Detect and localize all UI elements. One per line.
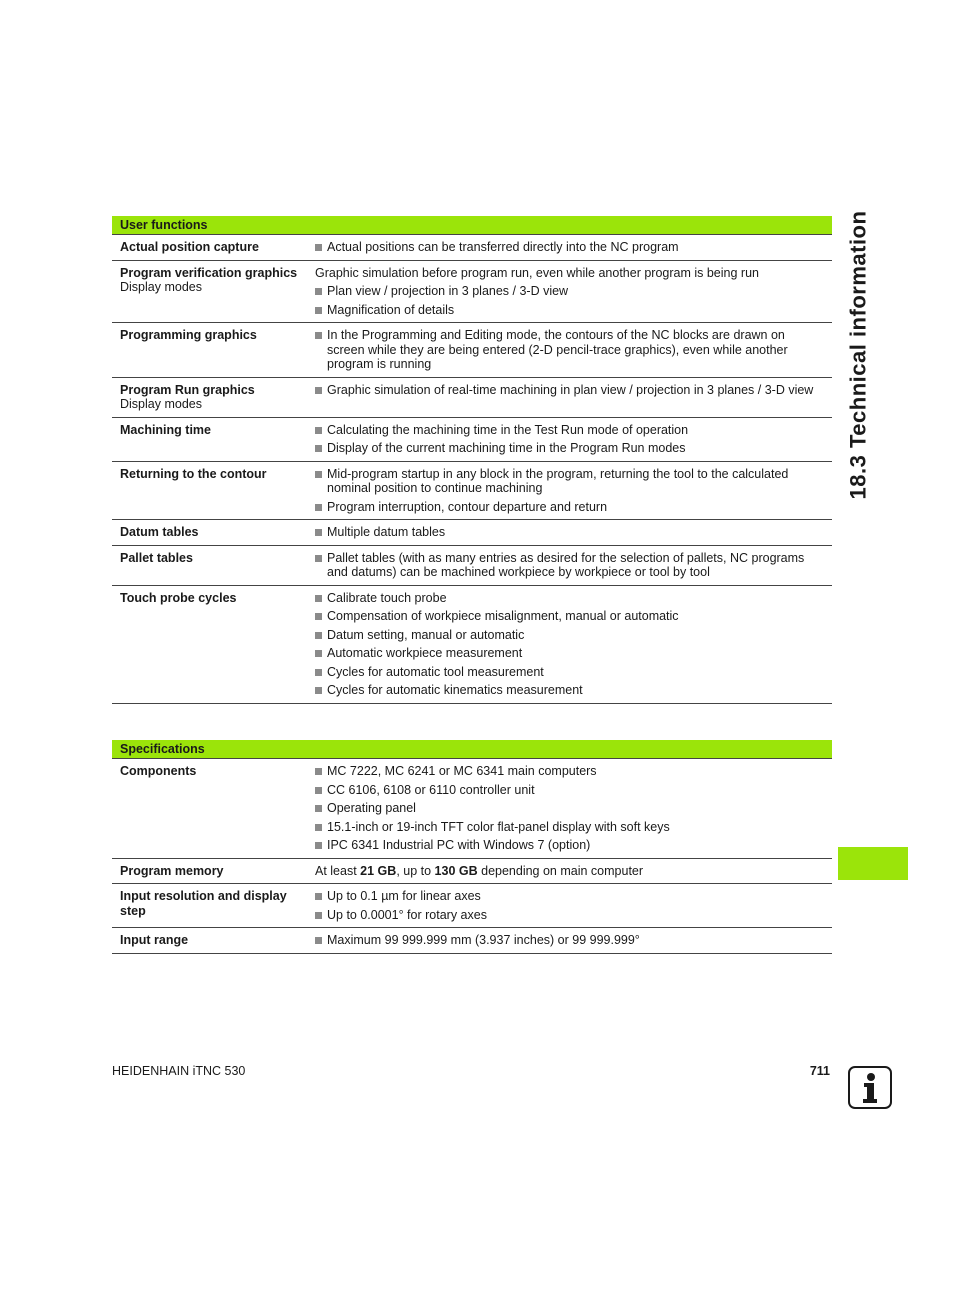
memory-pre: At least <box>315 863 361 878</box>
specifications-heading: Specifications <box>112 740 832 759</box>
bullet-icon <box>315 445 322 452</box>
bullet-icon <box>315 387 322 394</box>
bullet-icon <box>315 687 322 694</box>
row-label-cell <box>112 467 315 515</box>
line-text: Datum setting, manual or automatic <box>327 627 525 642</box>
row-label: Input range <box>120 933 189 947</box>
bullet-text: Operating panel <box>327 801 416 815</box>
bullet-item <box>315 609 824 624</box>
line-text: Compensation of workpiece misalignment, manual or automatic <box>327 609 679 623</box>
bullet-icon <box>315 504 322 511</box>
table-row <box>112 859 832 885</box>
bullet-text: CC 6106, 6108 or 6110 controller unit <box>327 782 535 797</box>
bullet-icon <box>315 787 322 794</box>
row-content <box>315 467 832 515</box>
row-label: Program memory <box>120 863 224 878</box>
memory-max: 130 GB <box>434 863 478 878</box>
bullet-icon <box>315 893 322 900</box>
row-content <box>315 764 832 853</box>
row-label-cell <box>112 266 315 318</box>
bullet-icon <box>315 555 322 562</box>
bullet-icon <box>315 307 322 314</box>
row-label-cell <box>112 591 315 698</box>
bullet-text: MC 7222, MC 6241 or MC 6341 main computers <box>327 764 597 778</box>
row-label: Input resolution and display step <box>120 889 287 918</box>
bullet-icon <box>315 332 322 339</box>
row-content <box>315 864 832 879</box>
line-text: Graphic simulation before program run, even while another program is being run <box>315 265 759 280</box>
row-sublabel: Display modes <box>120 397 202 411</box>
bullet-item <box>315 423 824 438</box>
user-functions-heading: User functions <box>112 216 832 235</box>
bullet-icon <box>315 244 322 251</box>
bullet-item <box>315 764 824 779</box>
row-label: Pallet tables <box>120 550 193 565</box>
bullet-item <box>315 683 824 698</box>
bullet-icon <box>315 842 322 849</box>
user-functions-table <box>112 216 832 704</box>
specifications-table <box>112 740 832 954</box>
bullet-item <box>315 284 824 299</box>
bullet-icon <box>315 288 322 295</box>
row-label-cell <box>112 383 315 412</box>
bullet-item <box>315 467 824 496</box>
row-label-cell <box>112 328 315 372</box>
row-label: Machining time <box>120 422 211 437</box>
bullet-text: Maximum 99 999.999 mm (3.937 inches) or 99 999.999° <box>327 933 640 947</box>
bullet-item <box>315 628 824 643</box>
table-row <box>112 261 832 324</box>
bullet-item <box>315 933 824 948</box>
bullet-text: 15.1-inch or 19-inch TFT color flat-panel display with soft keys <box>327 819 670 834</box>
row-label-cell <box>112 423 315 456</box>
line-text: Display of the current machining time in the Program Run modes <box>327 441 686 455</box>
bullet-icon <box>315 937 322 944</box>
memory-mid: , up to <box>396 863 435 878</box>
table-row <box>112 759 832 859</box>
row-label: Returning to the contour <box>120 466 267 481</box>
line-text: Actual positions can be transferred directly into the NC program <box>327 240 679 254</box>
row-content <box>315 889 832 922</box>
line-text: Cycles for automatic tool measurement <box>327 664 544 679</box>
bullet-item <box>315 783 824 798</box>
row-content <box>315 328 832 372</box>
line-text: Mid-program startup in any block in the program, returning the tool to the calculated nominal position to continue machining <box>327 466 789 495</box>
memory-post: depending on main computer <box>477 863 644 878</box>
bullet-item <box>315 240 824 255</box>
row-label: Programming graphics <box>120 328 257 342</box>
row-content <box>315 266 832 318</box>
bullet-icon <box>315 427 322 434</box>
bullet-item <box>315 801 824 816</box>
bullet-item <box>315 303 824 318</box>
row-content <box>315 591 832 698</box>
bullet-item <box>315 646 824 661</box>
table-row <box>112 884 832 928</box>
footer-product: HEIDENHAIN iTNC 530 <box>112 1064 246 1078</box>
bullet-icon <box>315 805 322 812</box>
table-row <box>112 520 832 546</box>
line-text: Pallet tables (with as many entries as desired for the selection of pallets, NC programs and datums) can be machined workpiece by workpiece or tool by tool <box>327 550 805 579</box>
row-label: Program verification graphics <box>120 265 298 280</box>
info-icon <box>848 1066 892 1109</box>
bullet-icon <box>315 768 322 775</box>
row-content <box>315 525 832 540</box>
bullet-item <box>315 551 824 580</box>
row-label: Datum tables <box>120 525 199 539</box>
bullet-icon <box>315 529 322 536</box>
line-text: Graphic simulation of real-time machining in plan view / projection in 3 planes / 3-D view <box>327 382 814 397</box>
bullet-icon <box>315 471 322 478</box>
row-label: Touch probe cycles <box>120 590 237 605</box>
line-text: Cycles for automatic kinematics measurement <box>327 683 583 697</box>
bullet-text: IPC 6341 Industrial PC with Windows 7 (option) <box>327 838 591 852</box>
line-text: In the Programming and Editing mode, the contours of the NC blocks are drawn on screen while they are being entered (2-D pencil-trace graphics), even while another program is running <box>327 328 788 371</box>
bullet-item <box>315 500 824 515</box>
table-row <box>112 462 832 521</box>
chapter-tab <box>838 847 908 880</box>
bullet-icon <box>315 632 322 639</box>
bullet-item <box>315 525 824 540</box>
line-text: Calculating the machining time in the Test Run mode of operation <box>327 422 689 437</box>
table-row <box>112 546 832 586</box>
section-title-text: 18.3 Technical information <box>845 210 871 500</box>
bullet-icon <box>315 669 322 676</box>
row-label: Program Run graphics <box>120 382 255 397</box>
bullet-text: Up to 0.0001° for rotary axes <box>327 907 487 922</box>
bullet-item <box>315 383 824 398</box>
table-row <box>112 418 832 462</box>
bullet-icon <box>315 595 322 602</box>
bullet-item <box>315 838 824 853</box>
bullet-icon <box>315 912 322 919</box>
table-row <box>112 586 832 704</box>
bullet-icon <box>315 650 322 657</box>
row-sublabel: Display modes <box>120 280 202 294</box>
line-text: Automatic workpiece measurement <box>327 646 523 660</box>
line-text: Multiple datum tables <box>327 525 446 539</box>
table-row <box>112 928 832 954</box>
row-content <box>315 240 832 255</box>
row-content <box>315 383 832 412</box>
bullet-item <box>315 665 824 680</box>
row-label: Actual position capture <box>120 240 259 254</box>
bullet-icon <box>315 824 322 831</box>
table-row <box>112 323 832 378</box>
bullet-item <box>315 591 824 606</box>
section-title <box>830 210 886 500</box>
row-label-cell <box>112 240 315 255</box>
row-label-cell <box>112 551 315 580</box>
bullet-item <box>315 441 824 456</box>
row-content <box>315 933 832 948</box>
paragraph <box>315 266 824 281</box>
page-number: 711 <box>809 1064 830 1078</box>
bullet-item <box>315 889 824 904</box>
bullet-item <box>315 908 824 923</box>
user-functions-rows <box>112 235 832 704</box>
row-content <box>315 551 832 580</box>
line-text: Program interruption, contour departure and return <box>327 499 608 514</box>
table-row <box>112 378 832 418</box>
row-label: Components <box>120 764 197 778</box>
bullet-item <box>315 820 824 835</box>
bullet-item <box>315 328 824 372</box>
bullet-text: Up to 0.1 µm for linear axes <box>327 889 481 903</box>
row-content <box>315 423 832 456</box>
memory-min: 21 GB <box>360 863 397 878</box>
line-text: Calibrate touch probe <box>327 590 447 605</box>
line-text: Plan view / projection in 3 planes / 3-D view <box>327 284 569 298</box>
bullet-icon <box>315 613 322 620</box>
info-icon-glyph <box>850 1068 890 1107</box>
line-text: Magnification of details <box>327 302 455 317</box>
row-label-cell <box>112 525 315 540</box>
table-row <box>112 235 832 261</box>
